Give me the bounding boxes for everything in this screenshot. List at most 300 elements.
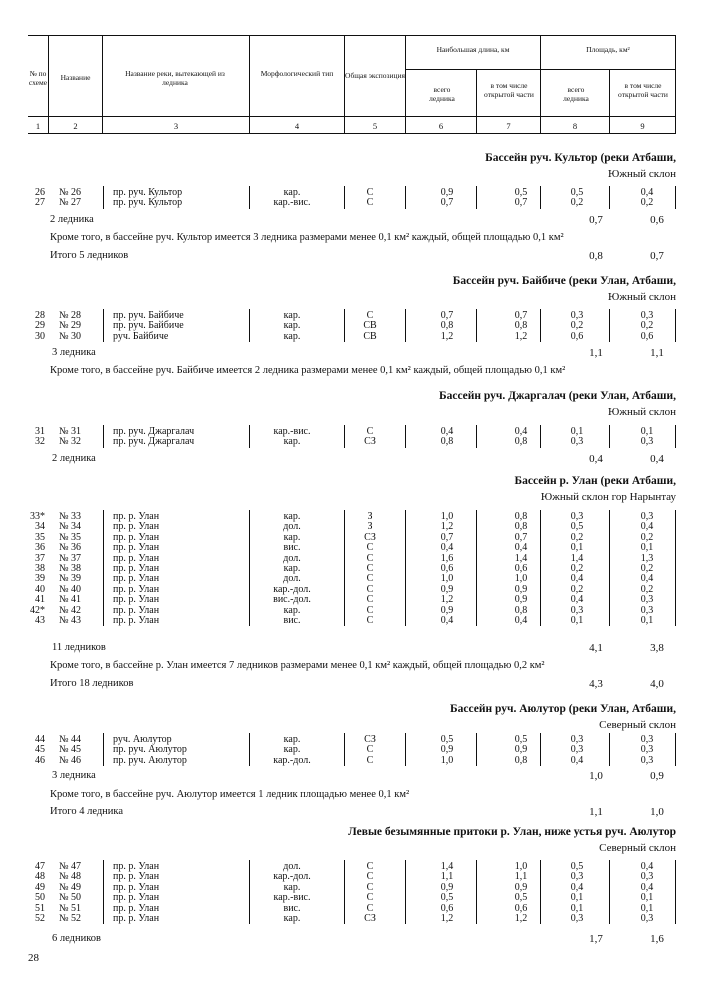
length-open: 0,8 bbox=[514, 436, 528, 448]
table-row bbox=[28, 616, 676, 626]
length-total: 1,0 bbox=[440, 754, 454, 766]
glacier-id: № 30 bbox=[59, 330, 82, 342]
length-total: 1,0 bbox=[440, 573, 454, 585]
grand-total-label: Итого 18 ледников bbox=[50, 678, 134, 689]
grand-total-area-open: 1,0 bbox=[650, 806, 664, 818]
length-open: 0,6 bbox=[514, 902, 528, 914]
total-area-open: 1,6 bbox=[650, 933, 664, 945]
table-row bbox=[28, 893, 676, 903]
area-total: 0,1 bbox=[570, 542, 584, 554]
area-open: 0,1 bbox=[640, 426, 654, 437]
area-open: 1,3 bbox=[640, 552, 654, 564]
glacier-id: № 28 bbox=[59, 310, 82, 321]
river-name: пр. руч. Байбиче bbox=[113, 310, 184, 321]
glacier-id: № 39 bbox=[59, 573, 82, 585]
table-header bbox=[28, 35, 676, 135]
area-open: 0,4 bbox=[640, 573, 654, 585]
table-row bbox=[28, 332, 676, 342]
length-open: 0,4 bbox=[514, 426, 528, 437]
length-total: 1,2 bbox=[440, 594, 454, 606]
river-name: пр. р. Улан bbox=[113, 573, 160, 585]
area-total: 0,3 bbox=[570, 734, 584, 745]
river-name: пр. р. Улан bbox=[113, 892, 160, 904]
glacier-count: 3 ледника bbox=[52, 347, 96, 358]
note: Кроме того, в бассейне руч. Аюлутор имеется 1 ледник площадью менее 0,1 км² bbox=[50, 789, 410, 800]
row-number: 50 bbox=[35, 892, 45, 904]
morph-type: кар. bbox=[283, 511, 301, 522]
total-area: 1,0 bbox=[589, 770, 603, 782]
exposition: С bbox=[366, 861, 374, 872]
row-number: 43 bbox=[35, 615, 45, 626]
morph-type: дол. bbox=[283, 861, 301, 872]
length-total: 1,2 bbox=[440, 330, 454, 342]
length-total: 0,9 bbox=[440, 187, 454, 198]
length-open: 0,8 bbox=[514, 521, 528, 533]
total-area: 1,7 bbox=[589, 933, 603, 945]
morph-type: кар.-вис. bbox=[273, 197, 311, 209]
exposition: СЗ bbox=[364, 913, 376, 924]
row-number: 27 bbox=[35, 197, 45, 209]
row-number: 41 bbox=[35, 594, 45, 606]
river-name: пр. руч. Байбиче bbox=[113, 320, 184, 332]
section-title: Бассейн руч. Культор (реки Атбаши, bbox=[485, 152, 676, 164]
area-open: 0,2 bbox=[640, 563, 654, 574]
row-number: 34 bbox=[35, 521, 45, 533]
length-total: 0,9 bbox=[440, 744, 454, 756]
row-number: 45 bbox=[35, 744, 45, 756]
length-total: 0,5 bbox=[440, 892, 454, 904]
morph-type: вис. bbox=[283, 542, 301, 554]
table-row bbox=[28, 595, 676, 605]
row-number: 46 bbox=[35, 754, 45, 766]
glacier-id: № 37 bbox=[59, 552, 82, 564]
length-open: 0,5 bbox=[514, 187, 528, 198]
row-number: 32 bbox=[35, 436, 45, 448]
length-open: 0,8 bbox=[514, 320, 528, 332]
length-total: 0,4 bbox=[440, 615, 454, 626]
area-open: 0,4 bbox=[640, 881, 654, 893]
river-name: пр. руч. Культор bbox=[113, 197, 183, 209]
length-total: 1,6 bbox=[440, 552, 454, 564]
length-total: 0,5 bbox=[440, 734, 454, 745]
glacier-count: 2 ледника bbox=[50, 214, 94, 225]
glacier-count: 3 ледника bbox=[52, 770, 96, 781]
length-total: 0,8 bbox=[440, 320, 454, 332]
length-open: 0,4 bbox=[514, 542, 528, 554]
glacier-id: № 27 bbox=[59, 197, 82, 209]
glacier-id: № 45 bbox=[59, 744, 82, 756]
length-total: 0,9 bbox=[440, 604, 454, 616]
area-total: 0,3 bbox=[570, 604, 584, 616]
exposition: СЗ bbox=[364, 436, 376, 448]
length-total: 0,7 bbox=[440, 310, 454, 321]
exposition: СВ bbox=[363, 320, 377, 332]
length-open: 0,7 bbox=[514, 197, 528, 209]
river-name: пр. р. Улан bbox=[113, 881, 160, 893]
morph-type: вис. bbox=[283, 615, 301, 626]
morph-type: дол. bbox=[283, 521, 301, 533]
total-area-open: 3,8 bbox=[650, 642, 664, 654]
section-title: Бассейн руч. Джаргалач (реки Улан, Атбаши, bbox=[438, 390, 676, 402]
section-subtitle: Северный склон bbox=[599, 719, 676, 731]
area-total: 0,2 bbox=[570, 563, 584, 574]
area-total: 0,2 bbox=[570, 583, 584, 595]
morph-type: кар.-дол. bbox=[273, 754, 311, 766]
area-open: 0,3 bbox=[640, 744, 654, 756]
exposition: С bbox=[366, 754, 374, 766]
area-total: 0,1 bbox=[570, 615, 584, 626]
table-row bbox=[28, 437, 676, 447]
area-open: 0,2 bbox=[640, 197, 654, 209]
length-total: 0,8 bbox=[440, 436, 454, 448]
length-open: 0,5 bbox=[514, 734, 528, 745]
exposition: СЗ bbox=[364, 734, 376, 745]
river-name: пр. р. Улан bbox=[113, 913, 160, 924]
total-area-open: 0,4 bbox=[650, 453, 664, 465]
length-open: 0,4 bbox=[514, 615, 528, 626]
row-number: 47 bbox=[35, 861, 45, 872]
glacier-id: № 52 bbox=[59, 913, 82, 924]
total-area-open: 0,9 bbox=[650, 770, 664, 782]
area-total: 0,5 bbox=[570, 521, 584, 533]
length-open: 0,9 bbox=[514, 583, 528, 595]
glacier-count: 6 ледников bbox=[52, 933, 101, 944]
glacier-count: 11 ледников bbox=[52, 642, 106, 653]
river-name: пр. р. Улан bbox=[113, 615, 160, 626]
header-col-name: Название bbox=[60, 73, 91, 82]
length-total: 0,4 bbox=[440, 542, 454, 554]
length-open: 0,9 bbox=[514, 744, 528, 756]
glacier-id: № 47 bbox=[59, 861, 82, 872]
river-name: пр. р. Улан bbox=[113, 521, 160, 533]
length-total: 0,6 bbox=[440, 563, 454, 574]
morph-type: кар. bbox=[283, 913, 301, 924]
river-name: пр. р. Улан bbox=[113, 871, 160, 883]
col-number-label: 5 bbox=[372, 121, 378, 131]
area-open: 0,3 bbox=[640, 511, 654, 522]
morph-type: кар. bbox=[283, 187, 301, 198]
table-row bbox=[28, 522, 676, 532]
river-name: пр. р. Улан bbox=[113, 552, 160, 564]
grand-total-area: 1,1 bbox=[589, 806, 603, 818]
area-open: 0,4 bbox=[640, 861, 654, 872]
table-row bbox=[28, 756, 676, 766]
exposition: С bbox=[366, 552, 374, 564]
exposition: З bbox=[367, 511, 373, 522]
exposition: С bbox=[366, 892, 374, 904]
length-total: 1,2 bbox=[440, 913, 454, 924]
morph-type: вис. bbox=[283, 902, 301, 914]
area-open: 0,3 bbox=[640, 754, 654, 766]
morph-type: кар. bbox=[283, 330, 301, 342]
length-open: 0,9 bbox=[514, 594, 528, 606]
area-open: 0,6 bbox=[640, 330, 654, 342]
header-col-length-total: всего ледника bbox=[429, 85, 455, 103]
glacier-id: № 26 bbox=[59, 187, 82, 198]
row-number: 36 bbox=[35, 542, 45, 554]
row-number: 49 bbox=[35, 881, 45, 893]
section-subtitle: Южный склон bbox=[607, 406, 676, 418]
morph-type: кар. bbox=[283, 310, 301, 321]
area-open: 0,3 bbox=[640, 310, 654, 321]
exposition: С bbox=[366, 310, 374, 321]
river-name: руч. Байбиче bbox=[113, 330, 169, 342]
area-total: 0,4 bbox=[570, 881, 584, 893]
area-total: 0,3 bbox=[570, 511, 584, 522]
morph-type: кар.-вис. bbox=[273, 892, 311, 904]
header-col-exposition: Общая экспозиция bbox=[345, 71, 405, 80]
row-number: 44 bbox=[35, 734, 45, 745]
area-total: 0,2 bbox=[570, 197, 584, 209]
river-name: пр. руч. Джаргалач bbox=[113, 436, 195, 448]
col-number-label: 2 bbox=[73, 121, 78, 131]
length-open: 1,2 bbox=[514, 330, 528, 342]
row-number: 39 bbox=[35, 573, 45, 585]
area-total: 0,3 bbox=[570, 310, 584, 321]
exposition: З bbox=[367, 521, 373, 533]
length-open: 0,6 bbox=[514, 563, 528, 574]
grand-total-area: 0,8 bbox=[589, 250, 603, 262]
length-total: 1,1 bbox=[440, 871, 454, 883]
grand-total-area-open: 4,0 bbox=[650, 678, 664, 690]
table-row bbox=[28, 321, 676, 331]
river-name: пр. р. Улан bbox=[113, 542, 160, 554]
section-subtitle: Южный склон bbox=[607, 168, 676, 180]
length-total: 0,9 bbox=[440, 881, 454, 893]
exposition: С bbox=[366, 871, 374, 883]
morph-type: кар. bbox=[283, 881, 301, 893]
table-row bbox=[28, 872, 676, 882]
morph-type: дол. bbox=[283, 552, 301, 564]
length-open: 1,0 bbox=[514, 573, 528, 585]
header-col-number: № по схеме bbox=[28, 69, 48, 87]
row-number: 40 bbox=[35, 583, 45, 595]
length-open: 0,8 bbox=[514, 604, 528, 616]
header-col-river: Название реки, вытекающей из ледника bbox=[125, 69, 225, 87]
morph-type: дол. bbox=[283, 573, 301, 585]
total-area: 4,1 bbox=[589, 642, 603, 654]
exposition: С bbox=[366, 573, 374, 585]
river-name: пр. р. Улан bbox=[113, 511, 160, 522]
river-name: пр. руч. Аюлутор bbox=[113, 744, 187, 756]
page-number: 28 bbox=[28, 952, 39, 964]
morph-type: кар.-вис. bbox=[273, 426, 311, 437]
header-col-area-open: в том числе открытой части bbox=[618, 81, 668, 99]
length-total: 0,9 bbox=[440, 583, 454, 595]
glacier-id: № 31 bbox=[59, 426, 82, 437]
note: Кроме того, в бассейне руч. Культор имеется 3 ледника размерами менее 0,1 км² каждый, общей площадью 0,1 км² bbox=[50, 232, 564, 243]
area-total: 0,4 bbox=[570, 573, 584, 585]
river-name: пр. р. Улан bbox=[113, 563, 160, 574]
length-open: 1,1 bbox=[514, 871, 528, 883]
length-total: 1,2 bbox=[440, 521, 454, 533]
glacier-id: № 48 bbox=[59, 871, 82, 883]
col-number-label: 8 bbox=[572, 121, 578, 131]
morph-type: кар.-дол. bbox=[273, 583, 311, 595]
area-total: 0,1 bbox=[570, 892, 584, 904]
header-group-area: Площадь, км² bbox=[586, 45, 630, 54]
area-open: 0,2 bbox=[640, 583, 654, 595]
glacier-id: № 42 bbox=[59, 604, 82, 616]
exposition: С bbox=[366, 604, 374, 616]
morph-type: кар. bbox=[283, 604, 301, 616]
note: Кроме того, в бассейне руч. Байбиче имеется 2 ледника размерами менее 0,1 км² каждый, общей площадью 0,1 км² bbox=[50, 365, 566, 376]
col-number-label: 1 bbox=[35, 121, 41, 131]
length-total: 0,7 bbox=[440, 197, 454, 209]
header-group-length: Наибольшая длина, км bbox=[436, 45, 510, 54]
exposition: С bbox=[366, 902, 374, 914]
area-open: 0,1 bbox=[640, 542, 654, 554]
row-number: 52 bbox=[35, 913, 45, 924]
length-open: 0,9 bbox=[514, 881, 528, 893]
row-number: 31 bbox=[35, 426, 45, 437]
exposition: С bbox=[366, 563, 374, 574]
morph-type: вис.-дол. bbox=[273, 594, 311, 606]
col-number-label: 9 bbox=[640, 121, 645, 131]
glacier-id: № 29 bbox=[59, 320, 82, 332]
glacier-id: № 34 bbox=[59, 521, 82, 533]
length-open: 1,2 bbox=[514, 913, 528, 924]
area-open: 0,3 bbox=[640, 913, 654, 924]
glacier-id: № 43 bbox=[59, 615, 82, 626]
row-number: 30 bbox=[35, 330, 45, 342]
grand-total-area-open: 0,7 bbox=[650, 250, 664, 262]
section-subtitle: Южный склон гор Нарынтау bbox=[540, 491, 676, 503]
total-area: 1,1 bbox=[589, 347, 603, 359]
length-total: 1,0 bbox=[440, 511, 454, 522]
area-total: 1,4 bbox=[570, 552, 584, 564]
exposition: С bbox=[366, 187, 374, 198]
glacier-id: № 50 bbox=[59, 892, 82, 904]
river-name: руч. Аюлутор bbox=[113, 734, 172, 745]
exposition: С bbox=[366, 881, 374, 893]
col-number-label: 4 bbox=[294, 121, 300, 131]
row-number: 48 bbox=[35, 871, 45, 883]
glacier-count: 2 ледника bbox=[52, 453, 96, 464]
area-open: 0,1 bbox=[640, 902, 654, 914]
area-total: 0,4 bbox=[570, 754, 584, 766]
exposition: С bbox=[366, 583, 374, 595]
area-open: 0,2 bbox=[640, 531, 654, 543]
section-title: Бассейн руч. Аюлутор (реки Улан, Атбаши, bbox=[450, 703, 676, 715]
area-total: 0,1 bbox=[570, 426, 584, 437]
total-area-open: 0,6 bbox=[650, 214, 664, 226]
length-open: 0,5 bbox=[514, 892, 528, 904]
col-number-label: 3 bbox=[173, 121, 179, 131]
section-title: Левые безымянные притоки р. Улан, ниже устья руч. Аюлутор bbox=[348, 826, 676, 838]
morph-type: кар. bbox=[283, 436, 301, 448]
table-row bbox=[28, 574, 676, 584]
grand-total-label: Итого 5 ледников bbox=[50, 250, 129, 261]
area-open: 0,1 bbox=[640, 892, 654, 904]
river-name: пр. р. Улан bbox=[113, 583, 160, 595]
exposition: С bbox=[366, 426, 374, 437]
exposition: СЗ bbox=[364, 531, 376, 543]
row-number: 51 bbox=[35, 902, 45, 914]
area-open: 0,3 bbox=[640, 604, 654, 616]
area-total: 0,3 bbox=[570, 913, 584, 924]
area-open: 0,3 bbox=[640, 871, 654, 883]
area-open: 0,2 bbox=[640, 320, 654, 332]
length-total: 1,4 bbox=[440, 861, 454, 872]
header-col-area-total: всего ледника bbox=[563, 85, 589, 103]
length-open: 1,0 bbox=[514, 861, 528, 872]
area-total: 0,2 bbox=[570, 320, 584, 332]
glacier-id: № 36 bbox=[59, 542, 82, 554]
morph-type: кар. bbox=[283, 320, 301, 332]
row-number: 26 bbox=[35, 187, 45, 198]
total-area-open: 1,1 bbox=[650, 347, 664, 359]
glacier-id: № 41 bbox=[59, 594, 82, 606]
length-open: 0,7 bbox=[514, 310, 528, 321]
morph-type: кар. bbox=[283, 563, 301, 574]
section-subtitle: Южный склон bbox=[607, 291, 676, 303]
col-number-label: 7 bbox=[506, 121, 511, 131]
river-name: пр. руч. Аюлутор bbox=[113, 754, 187, 766]
river-name: пр. р. Улан bbox=[113, 902, 160, 914]
col-number-label: 6 bbox=[438, 121, 444, 131]
length-open: 0,8 bbox=[514, 754, 528, 766]
row-number: 33* bbox=[30, 511, 45, 522]
row-number: 35 bbox=[35, 531, 45, 543]
glacier-id: № 32 bbox=[59, 436, 82, 448]
river-name: пр. руч. Джаргалач bbox=[113, 426, 195, 437]
exposition: С bbox=[366, 615, 374, 626]
river-name: пр. р. Улан bbox=[113, 861, 160, 872]
length-open: 0,7 bbox=[514, 531, 528, 543]
glacier-id: № 46 bbox=[59, 754, 82, 766]
table-row bbox=[28, 198, 676, 208]
total-area: 0,4 bbox=[589, 453, 603, 465]
row-number: 42* bbox=[30, 604, 45, 616]
row-number: 29 bbox=[35, 320, 45, 332]
glacier-id: № 51 bbox=[59, 902, 82, 914]
area-total: 0,5 bbox=[570, 861, 584, 872]
area-open: 0,3 bbox=[640, 436, 654, 448]
length-total: 0,4 bbox=[440, 426, 454, 437]
note: Кроме того, в бассейне р. Улан имеется 7 ледников размерами менее 0,1 км² каждый, общей площадью 0,2 км² bbox=[50, 660, 545, 671]
area-total: 0,3 bbox=[570, 436, 584, 448]
morph-type: кар. bbox=[283, 744, 301, 756]
area-open: 0,3 bbox=[640, 594, 654, 606]
area-open: 0,3 bbox=[640, 734, 654, 745]
glacier-id: № 38 bbox=[59, 563, 82, 574]
glacier-id: № 40 bbox=[59, 583, 82, 595]
river-name: пр. р. Улан bbox=[113, 594, 160, 606]
area-open: 0,4 bbox=[640, 187, 654, 198]
exposition: С bbox=[366, 542, 374, 554]
area-total: 0,1 bbox=[570, 902, 584, 914]
row-number: 38 bbox=[35, 563, 45, 574]
area-total: 0,6 bbox=[570, 330, 584, 342]
length-open: 1,4 bbox=[514, 552, 528, 564]
section-title: Бассейн р. Улан (реки Атбаши, bbox=[514, 475, 676, 487]
row-number: 37 bbox=[35, 552, 45, 564]
area-open: 0,1 bbox=[640, 615, 654, 626]
river-name: пр. руч. Культор bbox=[113, 187, 183, 198]
length-total: 0,6 bbox=[440, 902, 454, 914]
total-area: 0,7 bbox=[589, 214, 603, 226]
header-col-type: Морфологический тип bbox=[260, 69, 334, 78]
glacier-id: № 33 bbox=[59, 511, 82, 522]
section-title: Бассейн руч. Байбиче (реки Улан, Атбаши, bbox=[452, 275, 676, 287]
table-row bbox=[28, 543, 676, 553]
area-open: 0,4 bbox=[640, 521, 654, 533]
river-name: пр. р. Улан bbox=[113, 604, 160, 616]
morph-type: кар. bbox=[283, 734, 301, 745]
table-row bbox=[28, 745, 676, 755]
row-number: 28 bbox=[35, 310, 45, 321]
